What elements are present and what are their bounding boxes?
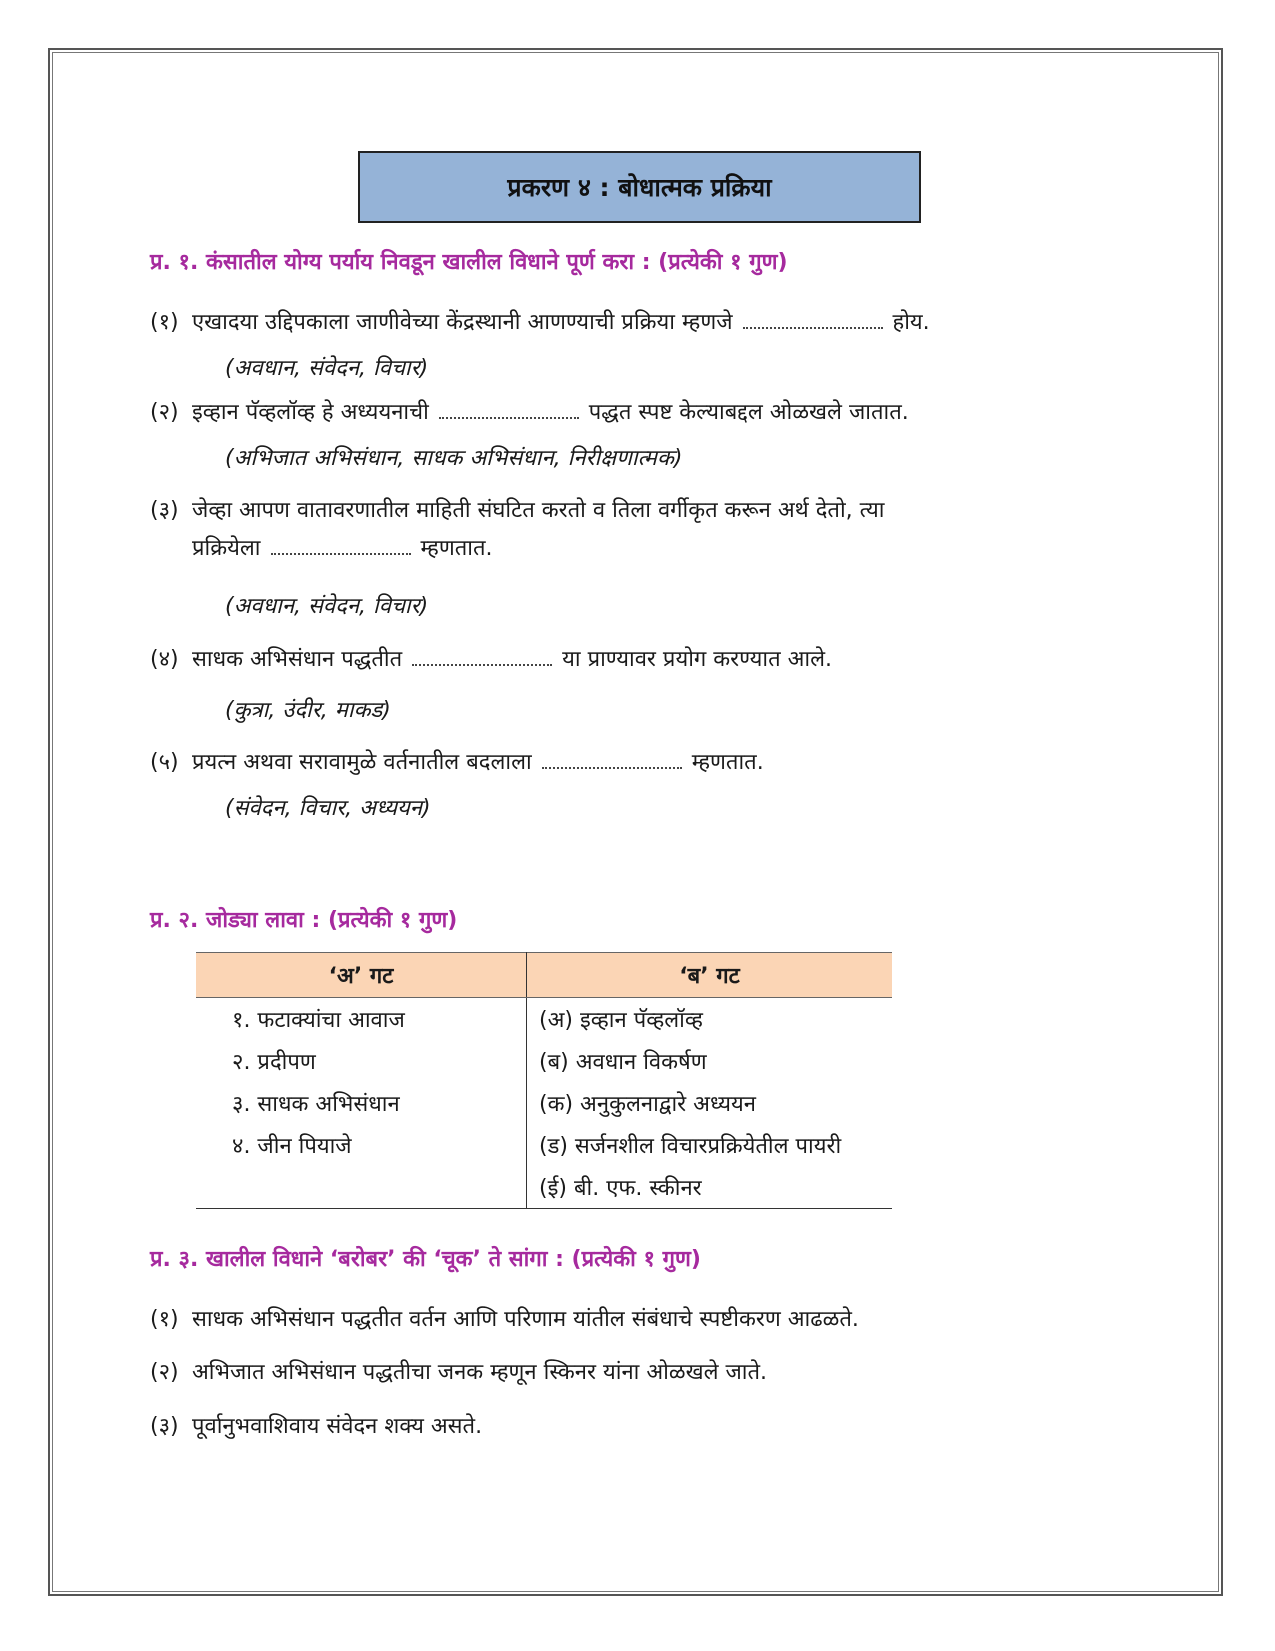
- item-number: (३): [150, 1414, 179, 1439]
- q1-item-4-options: (कुत्रा, उंदीर, माकड): [225, 698, 391, 723]
- q1-heading: प्र. १. कंसातील योग्य पर्याय निवडून खालील विधाने पूर्ण करा : (प्रत्येकी १ गुण): [150, 250, 788, 275]
- table-row: [196, 1124, 892, 1166]
- table-row: [196, 998, 892, 1041]
- blank-field[interactable]: [439, 408, 579, 419]
- column-b-cell: (ब) अवधान विकर्षण: [539, 1050, 707, 1075]
- item-number: (२): [150, 1360, 179, 1385]
- column-b-header: ‘ब’ गट: [527, 953, 893, 998]
- q1-item-4: [150, 643, 832, 673]
- item-text-before: साधक अभिसंधान पद्धतीत: [192, 647, 403, 672]
- q3-heading: प्र. ३. खालील विधाने ‘बरोबर’ की ‘चूक’ ते सांगा : (प्रत्येकी १ गुण): [150, 1247, 701, 1272]
- q1-item-2-options: (अभिजात अभिसंधान, साधक अभिसंधान, निरीक्षणात्मक): [225, 446, 683, 471]
- column-a-cell: ४. जीन पियाजे: [196, 1124, 527, 1166]
- column-b-cell: (ड) सर्जनशील विचारप्रक्रियेतील पायरी: [539, 1134, 842, 1159]
- item-text-before: इव्हान पॅव्हलॉव्ह हे अध्ययनाची: [192, 400, 429, 425]
- blank-field[interactable]: [743, 318, 883, 329]
- q1-item-2: [150, 396, 909, 426]
- q1-item-1: [150, 306, 930, 336]
- item-text: अभिजात अभिसंधान पद्धतीचा जनक म्हणून स्किनर यांना ओळखले जाते.: [192, 1360, 768, 1385]
- q2-heading: प्र. २. जोड्या लावा : (प्रत्येकी १ गुण): [150, 908, 458, 933]
- item-text-after: होय.: [892, 310, 930, 335]
- column-b-cell: (क) अनुकुलनाद्वारे अध्ययन: [539, 1092, 756, 1117]
- column-b-cell: (अ) इव्हान पॅव्हलॉव्ह: [539, 1008, 703, 1033]
- item-number: (३): [150, 498, 179, 523]
- blank-field[interactable]: [271, 544, 411, 555]
- table-row: [196, 1166, 892, 1209]
- column-a-header: ‘अ’ गट: [196, 953, 527, 998]
- item-text-after: म्हणतात.: [420, 536, 493, 561]
- table-row: [196, 1040, 892, 1082]
- q1-item-5: [150, 746, 764, 776]
- table-row: [196, 1082, 892, 1124]
- item-number: (२): [150, 400, 179, 425]
- q1-item-5-options: (संवेदन, विचार, अध्ययन): [225, 796, 431, 821]
- item-text-after: या प्राण्यावर प्रयोग करण्यात आले.: [562, 647, 833, 672]
- item-text-before: प्रक्रियेला: [192, 536, 261, 561]
- q1-item-1-options: (अवधान, संवेदन, विचार): [225, 356, 429, 381]
- match-table: [196, 952, 892, 1209]
- q3-item-2: [150, 1356, 767, 1386]
- item-text-before: एखादया उद्दिपकाला जाणीवेच्या केंद्रस्थानी आणण्याची प्रक्रिया म्हणजे: [192, 310, 733, 335]
- item-text-after: पद्धत स्पष्ट केल्याबद्दल ओळखले जातात.: [588, 400, 909, 425]
- item-number: (४): [150, 647, 179, 672]
- item-number: (१): [150, 1307, 179, 1332]
- item-number: (१): [150, 310, 179, 335]
- item-text-line1: जेव्हा आपण वातावरणातील माहिती संघटित करतो व तिला वर्गीकृत करून अर्थ देतो, त्या: [192, 498, 885, 523]
- blank-field[interactable]: [412, 655, 552, 666]
- item-number: (५): [150, 750, 179, 775]
- item-text-before: प्रयत्न अथवा सरावामुळे वर्तनातील बदलाला: [192, 750, 532, 775]
- q3-item-1: [150, 1303, 859, 1333]
- chapter-title: प्रकरण ४ : बोधात्मक प्रक्रिया: [358, 151, 921, 223]
- column-a-cell: ३. साधक अभिसंधान: [196, 1082, 527, 1124]
- column-a-cell: २. प्रदीपण: [196, 1040, 527, 1082]
- item-text: साधक अभिसंधान पद्धतीत वर्तन आणि परिणाम यांतील संबंधाचे स्पष्टीकरण आढळते.: [192, 1307, 859, 1332]
- column-b-cell: (ई) बी. एफ. स्कीनर: [527, 1166, 893, 1209]
- q1-item-3: [150, 494, 884, 524]
- q3-item-3: [150, 1410, 482, 1440]
- q1-item-3-line2: [192, 532, 493, 562]
- q1-item-3-options: (अवधान, संवेदन, विचार): [225, 594, 429, 619]
- item-text-after: म्हणतात.: [691, 750, 764, 775]
- column-a-cell: [196, 1166, 527, 1209]
- item-text: पूर्वानुभवाशिवाय संवेदन शक्य असते.: [192, 1414, 483, 1439]
- blank-field[interactable]: [542, 758, 682, 769]
- column-a-cell: १. फटाक्यांचा आवाज: [196, 998, 527, 1041]
